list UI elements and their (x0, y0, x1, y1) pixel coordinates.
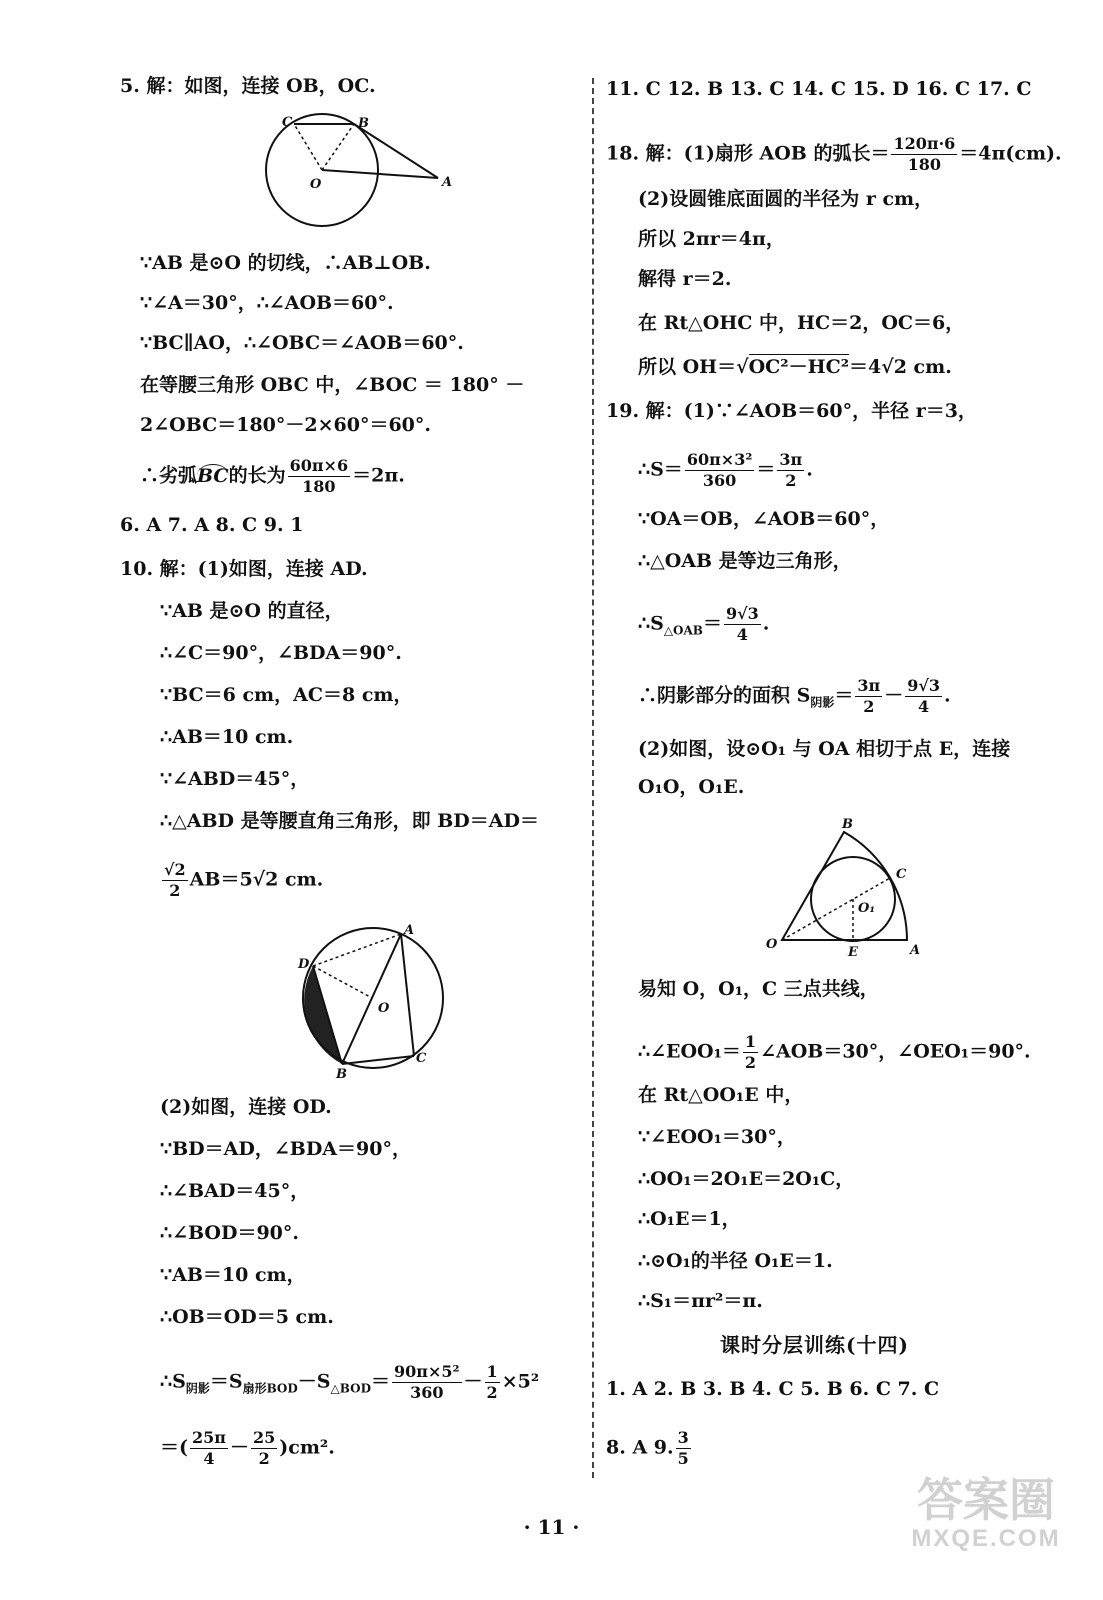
answers-1-7: 1. A 2. B 3. B 4. C 5. B 6. C 7. C (606, 1378, 940, 1400)
denominator: 5 (677, 1449, 689, 1468)
label-e: E (848, 945, 858, 960)
fraction (724, 604, 761, 645)
watermark-top: 答案圈 (917, 1473, 1055, 1527)
subscript: 阴影 (185, 1381, 210, 1396)
numerator: 25π (192, 1428, 226, 1447)
answers-11-17: 11. C 12. B 13. C 14. C 15. D 16. C 17. C (606, 78, 1032, 100)
label-b: B (358, 116, 369, 131)
diameter-ab (342, 934, 401, 1064)
denominator: 2 (169, 881, 181, 900)
text-line: 易知 O，O₁，C 三点共线， (638, 978, 879, 1000)
text-span: 8. A 9. (606, 1436, 674, 1459)
sector-area-line (638, 450, 813, 491)
denominator: 360 (410, 1383, 444, 1402)
text-span: . (806, 458, 813, 481)
segment-oa (322, 170, 438, 178)
text-line: ∵BD＝AD，∠BDA＝90°， (160, 1138, 411, 1160)
text-line: ∵∠A＝30°，∴∠AOB＝60°. (140, 292, 394, 314)
fraction (777, 450, 804, 491)
text-line: 解得 r＝2. (638, 268, 732, 290)
text-span: － (229, 1436, 249, 1459)
shaded-area-line (638, 676, 951, 717)
segment-oc (294, 124, 322, 170)
subscript: △OAB (663, 623, 703, 638)
oh-length-line: 所以 OH＝√OC²－HC²＝4√2 cm. (638, 356, 952, 378)
numerator: √2 (164, 860, 186, 879)
label-c: C (416, 1051, 427, 1066)
label-a: A (404, 923, 415, 938)
q5-heading: 5. 解：如图，连接 OB，OC. (120, 75, 376, 97)
answers-6-9: 6. A 7. A 8. C 9. 1 (120, 514, 304, 536)
text-span: 18. 解：(1)扇形 AOB 的弧长＝ (606, 142, 890, 165)
section-heading: 课时分层训练(十四) (720, 1333, 909, 1357)
text-line: 在等腰三角形 OBC 中，∠BOC ＝ 180° － (140, 374, 525, 396)
fraction (685, 450, 755, 491)
text-span: －S (297, 1370, 331, 1393)
text-line: ∴AB＝10 cm. (160, 726, 294, 748)
label-c: C (282, 115, 293, 130)
text-span: ∴劣弧 (140, 464, 198, 487)
fraction (743, 1032, 758, 1073)
text-line: ∵∠ABD＝45°， (160, 768, 310, 790)
text-span: ∴阴影部分的面积 S (638, 684, 811, 707)
fraction (162, 860, 188, 901)
text-line: 在 Rt△OO₁E 中， (638, 1084, 804, 1106)
fraction (905, 676, 942, 717)
watermark-bottom: MXQE.COM (911, 1525, 1061, 1552)
text-line: 在 Rt△OHC 中，HC＝2，OC＝6， (638, 312, 965, 334)
arc-length-line (140, 456, 405, 497)
label-o: O (766, 937, 778, 952)
text-line: ∴△ABD 是等腰直角三角形，即 BD＝AD＝ (160, 810, 539, 832)
bd-ad-value (160, 860, 323, 901)
label-a: A (910, 943, 921, 958)
text-line: ∴OO₁＝2O₁E＝2O₁C， (638, 1168, 855, 1190)
fraction (855, 676, 882, 717)
figure-circle-tangent (262, 110, 462, 235)
numerator: 1 (486, 1362, 498, 1381)
denominator: 2 (744, 1053, 757, 1072)
numerator: 1 (744, 1032, 757, 1051)
text-line: ∴O₁E＝1， (638, 1208, 741, 1230)
text-line: ∵BC∥AO，∴∠OBC＝∠AOB＝60°. (140, 332, 464, 354)
text-line: ∴∠BOD＝90°. (160, 1222, 300, 1244)
numerator: 90π×5² (394, 1362, 460, 1381)
numerator: 9√3 (907, 676, 941, 695)
fraction (891, 134, 957, 175)
numerator: 120π·6 (893, 134, 956, 153)
arc-bc: BC (197, 464, 229, 487)
text-span: ＝2π. (352, 464, 405, 487)
label-d: D (298, 957, 310, 972)
text-line: ∵OA＝OB，∠AOB＝60°， (638, 508, 890, 530)
text-span: 所以 OH＝ (638, 356, 737, 378)
shaded-region (304, 966, 342, 1064)
text-line: ∵AB 是⊙O 的切线，∴AB⊥OB. (140, 252, 431, 274)
text-span: ＝ (756, 458, 776, 481)
answers-8-9 (606, 1428, 693, 1469)
figure-circle-diameter (290, 918, 450, 1083)
text-line: ∵BC＝6 cm，AC＝8 cm， (160, 684, 413, 706)
q18-heading (606, 134, 1062, 175)
text-span: ＝S (209, 1370, 243, 1393)
text-span: ×5² (501, 1370, 540, 1393)
text-line: ∵AB＝10 cm， (160, 1264, 306, 1286)
text-span: － (884, 684, 904, 707)
subscript: 阴影 (810, 695, 835, 710)
text-line: ∴⊙O₁的半径 O₁E＝1. (638, 1250, 833, 1272)
numerator: 3π (857, 676, 881, 695)
text-line: ∴OB＝OD＝5 cm. (160, 1306, 334, 1328)
text-line: ∴∠C＝90°，∠BDA＝90°. (160, 642, 402, 664)
text-line: (2)如图，设⊙O₁ 与 OA 相切于点 E，连接 (638, 738, 1011, 760)
text-span: ∴∠EOO₁＝ (638, 1040, 741, 1063)
text-span: ＝ (834, 684, 854, 707)
fraction (676, 1428, 691, 1469)
radicand: OC²－HC² (748, 356, 850, 378)
text-span: . (944, 684, 951, 707)
segment-ob (322, 124, 354, 170)
text-span: － (463, 1370, 483, 1393)
figure-inscribed-circle (760, 812, 930, 962)
denominator: 4 (918, 697, 930, 716)
label-o1: O₁ (858, 901, 876, 916)
denominator: 2 (863, 697, 875, 716)
label-o: O (378, 1001, 390, 1016)
text-span: ∴S＝ (638, 458, 683, 481)
text-span: AB＝5√2 cm. (189, 868, 324, 891)
text-line: O₁O，O₁E. (638, 776, 745, 798)
watermark-logo (881, 1475, 1091, 1570)
subscript: 扇形BOD (242, 1381, 298, 1396)
fraction (288, 456, 351, 497)
text-line: 2∠OBC＝180°－2×60°＝60°. (140, 414, 432, 436)
text-span: ＝4π(cm). (959, 142, 1062, 165)
segment-bc (342, 1056, 414, 1064)
fraction (392, 1362, 462, 1403)
numerator: 25 (253, 1428, 276, 1447)
sector-aob (782, 832, 907, 940)
segment-ac (401, 934, 414, 1056)
numerator: 60π×3² (686, 450, 753, 469)
text-line: ∴∠BAD＝45°， (160, 1180, 310, 1202)
text-line: (2)如图，连接 OD. (160, 1096, 332, 1118)
denominator: 360 (702, 471, 737, 490)
text-line: 所以 2πr＝4π， (638, 228, 785, 250)
column-divider (592, 78, 594, 1478)
angle-line (638, 1032, 1031, 1073)
text-span: . (762, 612, 770, 635)
shaded-area-formula (160, 1362, 539, 1403)
text-span: ∴S (160, 1370, 186, 1393)
label-b: B (842, 817, 853, 832)
text-span: ∴S (638, 612, 664, 635)
fraction (190, 1428, 228, 1469)
fraction (251, 1428, 277, 1469)
denominator: 2 (785, 471, 797, 490)
text-line: (2)设圆锥底面圆的半径为 r cm， (638, 188, 934, 210)
text-span: ＝ (702, 612, 722, 635)
fraction (485, 1362, 500, 1403)
denominator: 180 (302, 477, 336, 496)
label-o: O (310, 177, 322, 192)
numerator: 60π×6 (289, 456, 349, 475)
denominator: 4 (203, 1449, 215, 1468)
shaded-area-result (160, 1428, 335, 1469)
denominator: 180 (907, 155, 942, 174)
triangle-area-line (638, 604, 769, 645)
denominator: 2 (258, 1449, 270, 1468)
numerator: 9√3 (725, 604, 759, 623)
text-line: ∵∠EOO₁＝30°， (638, 1126, 796, 1148)
denominator: 2 (486, 1383, 498, 1402)
tangent-ab (354, 124, 438, 178)
page-number: · 11 · (523, 1515, 580, 1539)
text-line: ∴S₁＝πr²＝π. (638, 1290, 763, 1312)
numerator: 3 (677, 1428, 689, 1447)
text-span: ＝( (160, 1436, 188, 1459)
text-span: )cm². (279, 1436, 335, 1459)
denominator: 4 (736, 625, 748, 644)
label-a: A (442, 175, 453, 190)
label-b: B (336, 1067, 347, 1082)
text-line: ∵AB 是⊙O 的直径， (160, 600, 344, 622)
q19-heading: 19. 解：(1)∵∠AOB＝60°，半径 r＝3， (606, 400, 977, 422)
text-span: ＝ (370, 1370, 390, 1393)
numerator: 3π (779, 450, 803, 469)
text-span: ＝4√2 cm. (849, 356, 952, 378)
text-span: ∠AOB＝30°，∠OEO₁＝90°. (760, 1040, 1031, 1063)
q10-heading: 10. 解：(1)如图，连接 AD. (120, 558, 368, 580)
text-line: ∴△OAB 是等边三角形， (638, 550, 852, 572)
subscript: △BOD (330, 1381, 371, 1396)
label-c: C (896, 867, 907, 882)
text-span: 的长为 (228, 464, 286, 487)
